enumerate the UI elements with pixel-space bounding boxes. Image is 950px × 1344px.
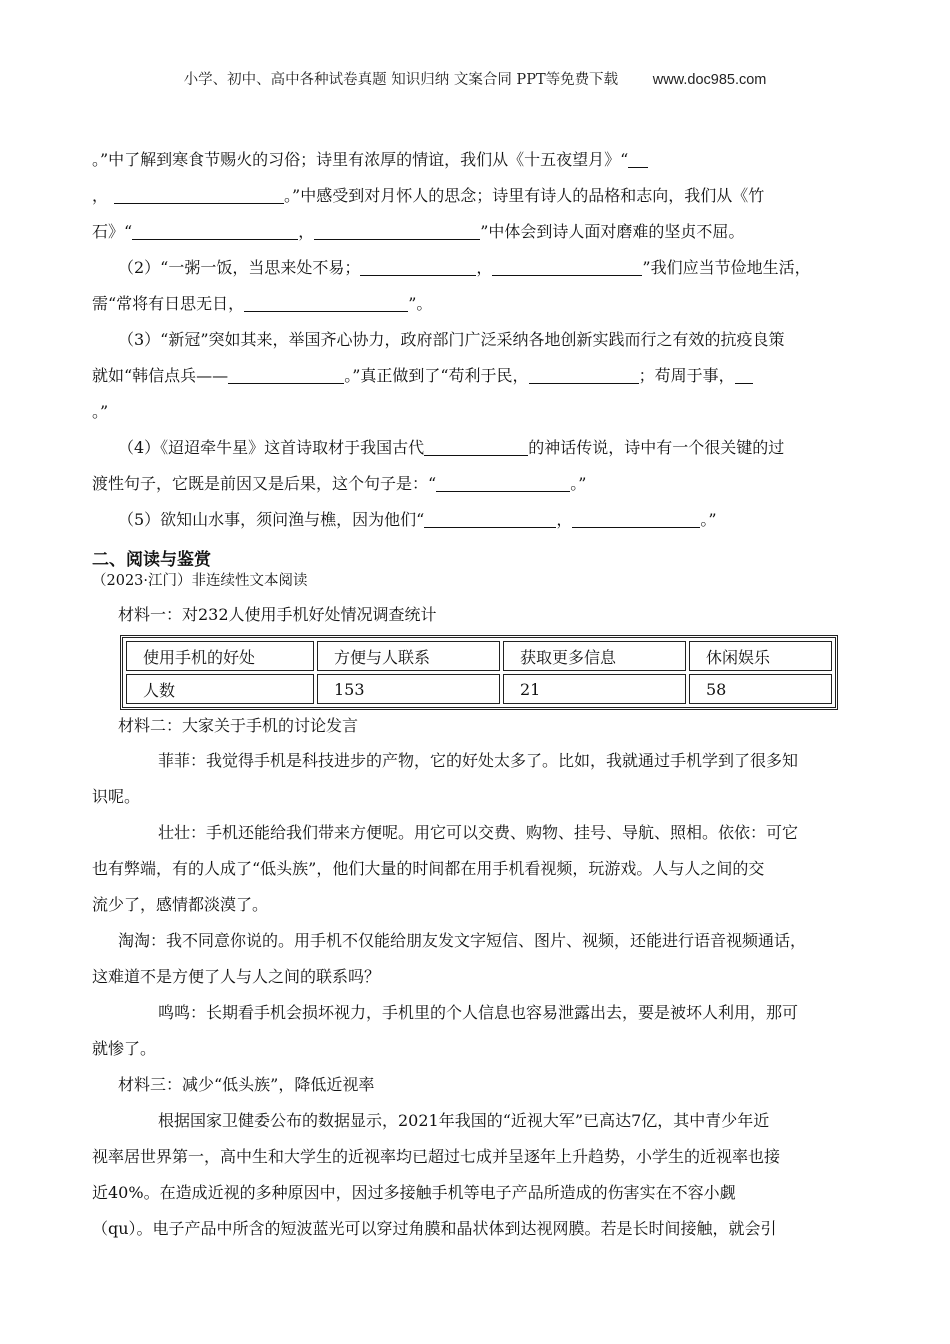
material-1-title: 材料一：对232人使用手机好处情况调查统计 [118,605,437,624]
question-5 [118,510,717,530]
text: 渡性句子，它既是前因又是后果，这个句子是：“ [92,474,437,493]
answer-blank[interactable] [132,223,298,240]
page-header [0,68,950,89]
text: ”我们应当节俭地生活， [642,258,811,277]
answer-blank[interactable] [529,367,639,384]
header-text: 小学、初中、高中各种试卷真题 知识归纳 文案合同 PPT等免费下载 [183,72,619,88]
text: ， [92,186,109,205]
paragraph-m3-4: （qu）。电子产品中所含的短波蓝光可以穿过角膜和晶状体到达视网膜。若是长时间接触，就会引 [92,1219,777,1238]
material-3-title: 材料三：减少“低头族”，降低近视率 [118,1075,375,1094]
answer-blank[interactable] [314,223,480,240]
material-2-title: 材料二：大家关于手机的讨论发言 [118,716,359,735]
text: 。” [700,510,717,529]
section-title: 二、阅读与鉴赏 [92,550,211,570]
table-cell: 153 [317,674,500,704]
text: 需“常将有日思无日， [92,294,245,313]
survey-table [120,635,838,710]
text: 的神话传说，诗中有一个很关键的过 [528,438,785,457]
text: （4）《迢迢牵牛星》这首诗取材于我国古代 [118,438,425,457]
text: 。”中了解到寒食节赐火的习俗；诗里有浓厚的情谊，我们从《十五夜望月》“ [92,150,629,169]
text: 。” [570,474,587,493]
table-cell: 21 [503,674,686,704]
answer-blank[interactable] [424,511,556,528]
text: 。”中感受到对月怀人的思念；诗里有诗人的品格和志向，我们从《竹 [284,186,765,205]
table-cell: 人数 [126,674,314,704]
paragraph-taotao-2: 这难道不是方便了人与人之间的联系吗？ [92,967,381,986]
text: 石》“ [92,222,133,241]
table-row [126,674,832,704]
answer-blank[interactable] [628,151,648,168]
paragraph-m3-3: 近40%。在造成近视的多种原因中，因过多接触手机等电子产品所造成的伤害实在不容小觑 [92,1183,736,1202]
paragraph-zhuangzhuang-1: 壮壮：手机还能给我们带来方便呢。用它可以交费、购物、挂号、导航、照相。依依：可它 [158,823,799,842]
paragraph-zhuangzhuang-2: 也有弊端，有的人成了“低头族”，他们大量的时间都在用手机看视频，玩游戏。人与人之间的交 [92,859,765,878]
question-3-line-2 [92,366,753,386]
table-cell: 休闲娱乐 [689,641,832,671]
question-2-line-2 [92,294,432,314]
paragraph-taotao-1: 淘淘：我不同意你说的。用手机不仅能给朋友发文字短信、图片、视频，还能进行语音视频通话， [118,931,807,950]
table-cell: 58 [689,674,832,704]
fill-line-3 [92,222,744,242]
question-4-line-1 [118,438,784,458]
text: ， [476,258,493,277]
table-cell: 获取更多信息 [503,641,686,671]
header-url[interactable]: www.doc985.com [652,72,767,88]
answer-blank[interactable] [436,475,570,492]
text: ， [556,510,573,529]
text: （2）“一粥一饭，当思来处不易； [118,258,361,277]
answer-blank[interactable] [244,295,408,312]
text: （5）欲知山水事，须问渔与樵，因为他们“ [118,510,425,529]
answer-blank[interactable] [492,259,642,276]
text: ；苟周于事， [638,366,735,385]
answer-blank[interactable] [360,259,476,276]
paragraph-mingming-2: 就惨了。 [92,1039,157,1058]
question-2-line-1 [118,258,811,278]
table-header-row [126,641,832,671]
paragraph-m3-2: 视率居世界第一，高中生和大学生的近视率均已超过七成并呈逐年上升趋势，小学生的近视率也接 [92,1147,781,1166]
text: 。”真正做到了“苟利于民， [344,366,529,385]
question-4-line-2 [92,474,586,494]
paragraph-zhuangzhuang-3: 流少了，感情都淡漠了。 [92,895,269,914]
source-label: （2023·江门）非连续性文本阅读 [92,573,308,589]
text: ”。 [408,294,433,313]
fill-line-1 [92,150,648,170]
question-3-line-1 [118,330,785,350]
text: ”中体会到诗人面对磨难的坚贞不屈。 [480,222,745,241]
paragraph-mingming-1: 鸣鸣：长期看手机会损坏视力，手机里的个人信息也容易泄露出去，要是被坏人利用，那可 [158,1003,799,1022]
paragraph-feifei-1: 菲菲：我觉得手机是科技进步的产物，它的好处太多了。比如，我就通过手机学到了很多知 [158,751,799,770]
answer-blank[interactable] [424,439,528,456]
answer-blank[interactable] [228,367,344,384]
text: ， [298,222,315,241]
table-cell: 使用手机的好处 [126,641,314,671]
answer-blank[interactable] [572,511,700,528]
table-cell: 方便与人联系 [317,641,500,671]
fill-line-2 [92,186,764,206]
text: 就如“韩信点兵—— [92,366,229,385]
paragraph-m3-1: 根据国家卫健委公布的数据显示，2021年我国的“近视大军”已高达7亿，其中青少年近 [158,1111,770,1130]
answer-blank[interactable] [735,367,753,384]
question-3-line-3 [92,402,108,422]
text: 。” [92,402,109,421]
text: （3）“新冠”突如其来，举国齐心协力，政府部门广泛采纳各地创新实践而行之有效的抗疫良策 [118,330,785,349]
answer-blank[interactable] [114,187,284,204]
paragraph-feifei-2: 识呢。 [92,787,141,806]
